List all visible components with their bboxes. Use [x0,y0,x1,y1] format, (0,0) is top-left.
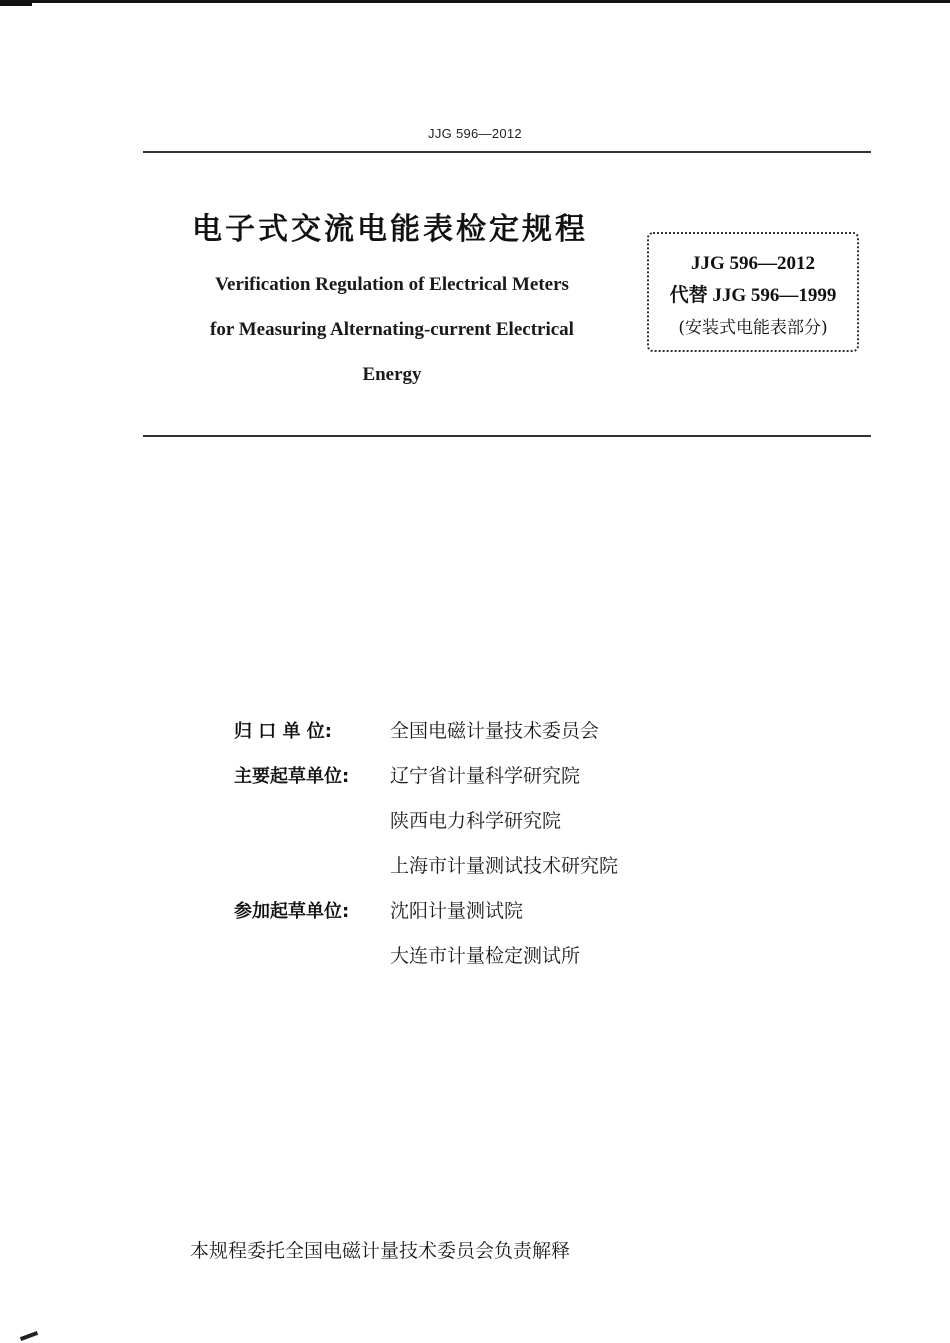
bottom-divider [143,435,871,437]
drafting-organizations [234,714,754,984]
main-drafting-unit: 辽宁省计量科学研究院 [390,765,581,787]
org-row-participating [234,894,754,939]
participating-drafting-label: 参加起草单位: [234,901,350,922]
code-box-replaces: 代替 JJG 596—1999 [669,285,837,306]
main-drafting-label: 主要起草单位: [234,766,350,787]
code-box-current: JJG 596—2012 [690,253,816,274]
responsible-unit: 全国电磁计量技术委员会 [390,720,600,742]
scan-corner-mark-bottom [20,1331,38,1341]
title-english-line: Energy [362,364,422,385]
header-standard-code: JJG 596—2012 [428,126,522,141]
responsible-unit-label: 归 口 单 位: [234,721,332,742]
scan-top-border [0,0,950,3]
main-drafting-unit: 上海市计量测试技术研究院 [390,855,619,877]
org-row-main [234,804,754,849]
org-row-main [234,849,754,894]
title-english-line: for Measuring Alternating-current Electrical [210,319,574,340]
top-divider [143,151,871,153]
main-drafting-unit: 陕西电力科学研究院 [390,810,562,832]
org-row-participating [234,939,754,984]
title-english-line: Verification Regulation of Electrical Meters [215,274,569,295]
code-box-scope: (安装式电能表部分) [678,318,828,338]
org-row-main [234,759,754,804]
org-row-responsible [234,714,754,759]
participating-drafting-unit: 大连市计量检定测试所 [390,945,581,967]
standard-code-box [647,232,859,352]
title-chinese: 电子式交流电能表检定规程 [192,212,588,247]
interpretation-note: 本规程委托全国电磁计量技术委员会负责解释 [190,1240,571,1262]
title-english [170,262,614,397]
participating-drafting-unit: 沈阳计量测试院 [390,900,524,922]
scan-corner-mark [0,0,32,6]
